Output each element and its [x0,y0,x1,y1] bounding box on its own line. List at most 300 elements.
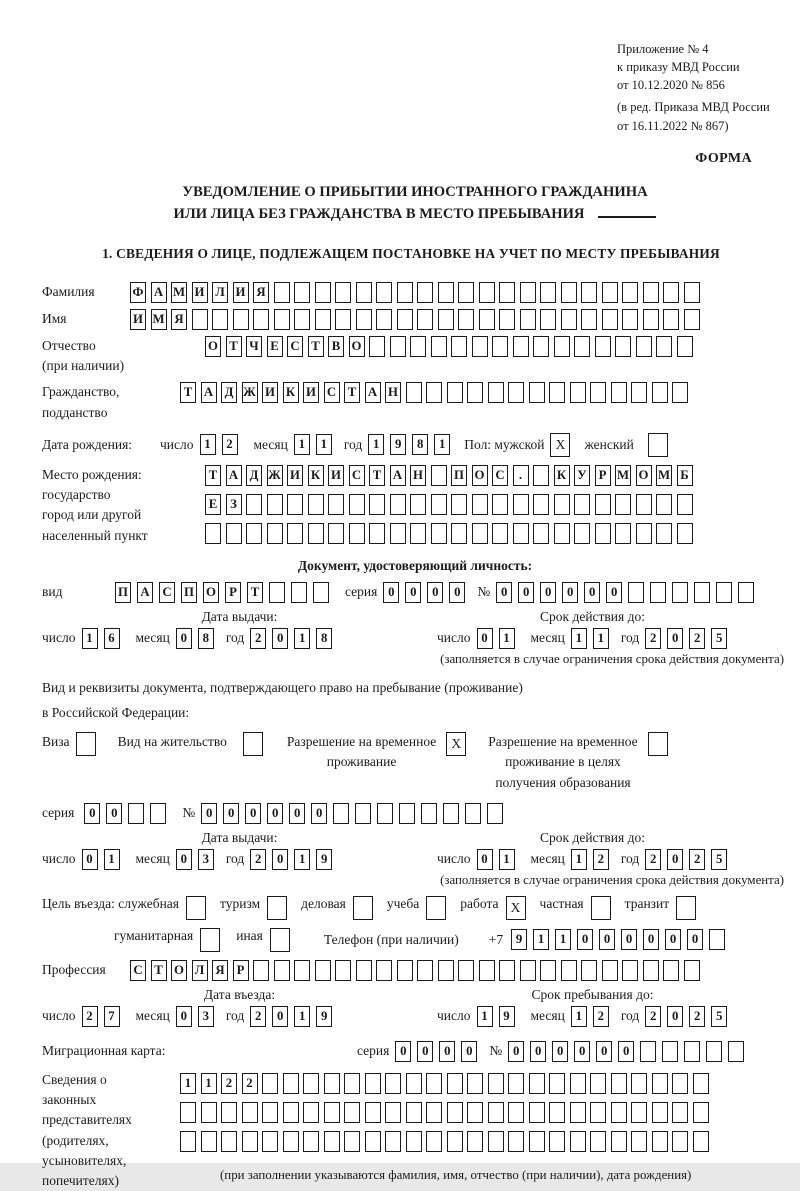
char-cell[interactable]: О [472,465,488,486]
char-cell[interactable]: 1 [571,1006,587,1027]
char-cell[interactable] [488,382,504,403]
char-cell[interactable]: А [201,382,217,403]
char-cell[interactable] [308,523,324,544]
char-cell[interactable] [554,523,570,544]
char-cell[interactable]: 0 [82,849,98,870]
sex-female-checkbox[interactable] [648,433,668,457]
char-cell[interactable] [410,336,426,357]
char-cell[interactable] [631,1131,647,1152]
char-cell[interactable]: К [308,465,324,486]
char-cell[interactable] [472,523,488,544]
char-cell[interactable]: С [492,465,508,486]
rvp-education-checkbox[interactable] [648,732,668,756]
char-cell[interactable] [242,1131,258,1152]
char-cell[interactable]: 1 [499,628,515,649]
char-cell[interactable] [458,309,474,330]
char-cell[interactable]: А [137,582,153,603]
char-cell[interactable]: И [262,382,278,403]
char-cell[interactable] [438,309,454,330]
char-cell[interactable]: 1 [294,628,310,649]
char-cell[interactable]: 1 [368,434,384,455]
char-cell[interactable] [447,1102,463,1123]
char-cell[interactable] [602,960,618,981]
char-cell[interactable]: 0 [477,849,493,870]
char-cell[interactable]: Т [151,960,167,981]
char-cell[interactable] [417,960,433,981]
char-cell[interactable] [406,1102,422,1123]
char-cell[interactable]: 0 [176,628,192,649]
char-cell[interactable]: 5 [711,849,727,870]
char-cell[interactable] [650,582,666,603]
char-cell[interactable] [549,382,565,403]
char-cell[interactable]: Я [253,282,269,303]
char-cell[interactable]: 0 [530,1041,546,1062]
char-cell[interactable] [520,309,536,330]
char-cell[interactable] [595,494,611,515]
char-cell[interactable]: А [365,382,381,403]
char-cell[interactable] [533,494,549,515]
char-cell[interactable]: 9 [390,434,406,455]
char-cell[interactable]: 0 [667,628,683,649]
char-cell[interactable]: З [226,494,242,515]
char-cell[interactable] [467,1102,483,1123]
char-cell[interactable]: 0 [618,1041,634,1062]
char-cell[interactable] [672,1073,688,1094]
char-cell[interactable] [226,523,242,544]
char-cell[interactable] [488,1073,504,1094]
char-cell[interactable] [672,1102,688,1123]
char-cell[interactable]: О [171,960,187,981]
char-cell[interactable]: 0 [176,849,192,870]
char-cell[interactable] [479,282,495,303]
char-cell[interactable]: С [287,336,303,357]
char-cell[interactable]: Ч [246,336,262,357]
char-cell[interactable]: К [554,465,570,486]
char-cell[interactable] [472,494,488,515]
char-cell[interactable] [385,1073,401,1094]
char-cell[interactable] [426,1102,442,1123]
char-cell[interactable] [262,1102,278,1123]
char-cell[interactable] [192,309,208,330]
char-cell[interactable]: С [159,582,175,603]
char-cell[interactable]: В [328,336,344,357]
char-cell[interactable] [355,803,371,824]
char-cell[interactable] [221,1131,237,1152]
char-cell[interactable]: 0 [596,1041,612,1062]
char-cell[interactable]: Т [205,465,221,486]
char-cell[interactable] [447,1131,463,1152]
char-cell[interactable] [443,803,459,824]
char-cell[interactable]: Л [192,960,208,981]
char-cell[interactable] [590,1102,606,1123]
char-cell[interactable] [479,960,495,981]
char-cell[interactable] [262,1131,278,1152]
char-cell[interactable]: 0 [577,929,593,950]
char-cell[interactable] [549,1102,565,1123]
char-cell[interactable] [640,1041,656,1062]
char-cell[interactable]: 9 [316,849,332,870]
char-cell[interactable] [663,960,679,981]
char-cell[interactable]: 2 [242,1073,258,1094]
char-cell[interactable]: 1 [82,628,98,649]
char-cell[interactable]: 0 [667,849,683,870]
char-cell[interactable]: 0 [449,582,465,603]
char-cell[interactable]: 2 [645,628,661,649]
char-cell[interactable] [328,494,344,515]
char-cell[interactable] [656,336,672,357]
char-cell[interactable]: О [636,465,652,486]
char-cell[interactable]: 1 [104,849,120,870]
char-cell[interactable]: П [115,582,131,603]
char-cell[interactable] [253,960,269,981]
char-cell[interactable] [529,1131,545,1152]
char-cell[interactable]: Д [246,465,262,486]
char-cell[interactable] [602,282,618,303]
char-cell[interactable] [246,494,262,515]
char-cell[interactable]: 1 [294,849,310,870]
char-cell[interactable]: 0 [667,1006,683,1027]
char-cell[interactable]: 3 [198,849,214,870]
char-cell[interactable] [221,1102,237,1123]
char-cell[interactable] [426,382,442,403]
char-cell[interactable]: 2 [645,849,661,870]
char-cell[interactable] [656,523,672,544]
char-cell[interactable]: 7 [104,1006,120,1027]
purpose-work-checkbox[interactable]: X [506,896,526,920]
char-cell[interactable] [581,282,597,303]
char-cell[interactable]: 9 [499,1006,515,1027]
char-cell[interactable] [274,309,290,330]
char-cell[interactable]: 1 [180,1073,196,1094]
char-cell[interactable]: 0 [201,803,217,824]
char-cell[interactable] [267,494,283,515]
residence-permit-checkbox[interactable] [243,732,263,756]
char-cell[interactable]: 0 [267,803,283,824]
char-cell[interactable] [294,282,310,303]
char-cell[interactable] [313,582,329,603]
char-cell[interactable] [570,1131,586,1152]
char-cell[interactable] [652,1102,668,1123]
char-cell[interactable] [377,803,393,824]
char-cell[interactable] [328,523,344,544]
char-cell[interactable] [447,382,463,403]
char-cell[interactable] [335,309,351,330]
char-cell[interactable]: 1 [434,434,450,455]
char-cell[interactable] [595,523,611,544]
char-cell[interactable] [662,1041,678,1062]
char-cell[interactable] [590,382,606,403]
char-cell[interactable] [431,465,447,486]
char-cell[interactable] [356,282,372,303]
char-cell[interactable]: 5 [711,1006,727,1027]
char-cell[interactable] [287,494,303,515]
char-cell[interactable]: 0 [84,803,100,824]
char-cell[interactable] [499,309,515,330]
char-cell[interactable] [652,382,668,403]
char-cell[interactable]: С [349,465,365,486]
char-cell[interactable] [205,523,221,544]
char-cell[interactable] [287,523,303,544]
char-cell[interactable] [570,1073,586,1094]
char-cell[interactable]: 1 [316,434,332,455]
char-cell[interactable]: И [192,282,208,303]
char-cell[interactable] [262,1073,278,1094]
char-cell[interactable] [636,494,652,515]
char-cell[interactable] [677,523,693,544]
char-cell[interactable] [554,336,570,357]
char-cell[interactable] [488,1102,504,1123]
char-cell[interactable] [513,523,529,544]
char-cell[interactable]: 2 [593,1006,609,1027]
char-cell[interactable] [451,523,467,544]
char-cell[interactable] [431,494,447,515]
char-cell[interactable]: И [233,282,249,303]
char-cell[interactable] [397,960,413,981]
char-cell[interactable]: 2 [250,628,266,649]
char-cell[interactable] [283,1131,299,1152]
char-cell[interactable] [242,1102,258,1123]
char-cell[interactable]: 2 [593,849,609,870]
char-cell[interactable] [716,582,732,603]
char-cell[interactable]: Ж [267,465,283,486]
purpose-study-checkbox[interactable] [426,896,446,920]
purpose-business-checkbox[interactable] [353,896,373,920]
char-cell[interactable]: М [656,465,672,486]
char-cell[interactable] [376,309,392,330]
char-cell[interactable]: 1 [555,929,571,950]
char-cell[interactable] [274,282,290,303]
char-cell[interactable] [508,1073,524,1094]
char-cell[interactable]: Т [308,336,324,357]
char-cell[interactable]: 0 [439,1041,455,1062]
char-cell[interactable]: Е [205,494,221,515]
char-cell[interactable]: 8 [198,628,214,649]
char-cell[interactable] [652,1131,668,1152]
char-cell[interactable] [406,1073,422,1094]
char-cell[interactable] [399,803,415,824]
char-cell[interactable]: Е [267,336,283,357]
char-cell[interactable] [520,960,536,981]
char-cell[interactable] [728,1041,744,1062]
char-cell[interactable] [656,494,672,515]
char-cell[interactable]: 2 [689,1006,705,1027]
char-cell[interactable] [233,309,249,330]
char-cell[interactable] [467,382,483,403]
char-cell[interactable] [574,336,590,357]
char-cell[interactable] [291,582,307,603]
char-cell[interactable]: 0 [562,582,578,603]
char-cell[interactable] [549,1131,565,1152]
char-cell[interactable] [611,1102,627,1123]
char-cell[interactable] [201,1131,217,1152]
char-cell[interactable]: С [324,382,340,403]
char-cell[interactable]: 2 [250,1006,266,1027]
char-cell[interactable] [684,1041,700,1062]
char-cell[interactable] [508,382,524,403]
char-cell[interactable] [631,382,647,403]
char-cell[interactable] [447,1073,463,1094]
char-cell[interactable] [492,336,508,357]
char-cell[interactable] [315,960,331,981]
char-cell[interactable]: 0 [606,582,622,603]
char-cell[interactable] [636,523,652,544]
char-cell[interactable]: 5 [711,628,727,649]
char-cell[interactable]: Д [221,382,237,403]
char-cell[interactable] [672,1131,688,1152]
char-cell[interactable] [308,494,324,515]
char-cell[interactable]: Н [385,382,401,403]
char-cell[interactable] [693,1131,709,1152]
char-cell[interactable]: 0 [518,582,534,603]
char-cell[interactable]: Ф [130,282,146,303]
char-cell[interactable] [595,336,611,357]
char-cell[interactable]: 0 [496,582,512,603]
char-cell[interactable]: 0 [176,1006,192,1027]
char-cell[interactable] [622,282,638,303]
char-cell[interactable]: И [303,382,319,403]
char-cell[interactable]: 2 [250,849,266,870]
char-cell[interactable]: П [181,582,197,603]
char-cell[interactable] [499,960,515,981]
char-cell[interactable]: 3 [198,1006,214,1027]
char-cell[interactable]: 1 [533,929,549,950]
char-cell[interactable] [150,803,166,824]
char-cell[interactable] [431,523,447,544]
char-cell[interactable]: О [203,582,219,603]
char-cell[interactable] [652,1073,668,1094]
char-cell[interactable] [570,382,586,403]
char-cell[interactable] [438,282,454,303]
char-cell[interactable] [479,309,495,330]
char-cell[interactable]: 8 [412,434,428,455]
char-cell[interactable]: Л [212,282,228,303]
char-cell[interactable]: Т [180,382,196,403]
char-cell[interactable]: Т [226,336,242,357]
char-cell[interactable] [706,1041,722,1062]
char-cell[interactable]: 2 [222,434,238,455]
char-cell[interactable]: 2 [645,1006,661,1027]
char-cell[interactable]: 1 [499,849,515,870]
char-cell[interactable] [467,1073,483,1094]
char-cell[interactable] [349,494,365,515]
char-cell[interactable]: 2 [689,849,705,870]
char-cell[interactable]: 1 [294,434,310,455]
char-cell[interactable] [369,523,385,544]
char-cell[interactable] [554,494,570,515]
purpose-tourism-checkbox[interactable] [267,896,287,920]
char-cell[interactable] [520,282,536,303]
char-cell[interactable] [397,282,413,303]
char-cell[interactable]: 0 [665,929,681,950]
char-cell[interactable] [492,494,508,515]
char-cell[interactable] [472,336,488,357]
char-cell[interactable]: М [171,282,187,303]
char-cell[interactable] [356,960,372,981]
char-cell[interactable]: 0 [599,929,615,950]
char-cell[interactable]: Т [344,382,360,403]
char-cell[interactable] [253,309,269,330]
char-cell[interactable]: М [615,465,631,486]
char-cell[interactable]: 1 [294,1006,310,1027]
char-cell[interactable]: И [287,465,303,486]
char-cell[interactable] [417,282,433,303]
char-cell[interactable] [344,1102,360,1123]
char-cell[interactable]: Т [369,465,385,486]
char-cell[interactable] [421,803,437,824]
char-cell[interactable] [274,960,290,981]
char-cell[interactable] [315,309,331,330]
char-cell[interactable] [615,494,631,515]
char-cell[interactable]: 0 [621,929,637,950]
char-cell[interactable]: 0 [584,582,600,603]
char-cell[interactable]: 0 [311,803,327,824]
char-cell[interactable] [349,523,365,544]
char-cell[interactable] [365,1073,381,1094]
char-cell[interactable] [426,1131,442,1152]
char-cell[interactable] [246,523,262,544]
char-cell[interactable] [283,1102,299,1123]
char-cell[interactable] [492,523,508,544]
char-cell[interactable]: 8 [316,628,332,649]
char-cell[interactable] [269,582,285,603]
char-cell[interactable]: 2 [82,1006,98,1027]
char-cell[interactable] [410,523,426,544]
char-cell[interactable] [631,1102,647,1123]
char-cell[interactable]: Б [677,465,693,486]
char-cell[interactable]: 0 [272,1006,288,1027]
char-cell[interactable] [643,282,659,303]
char-cell[interactable] [267,523,283,544]
char-cell[interactable] [406,1131,422,1152]
char-cell[interactable]: А [390,465,406,486]
char-cell[interactable] [365,1102,381,1123]
char-cell[interactable] [615,336,631,357]
rvp-checkbox[interactable]: X [446,732,466,756]
char-cell[interactable] [344,1073,360,1094]
char-cell[interactable] [574,494,590,515]
sex-male-checkbox[interactable]: X [550,433,570,457]
char-cell[interactable] [693,1102,709,1123]
char-cell[interactable]: И [328,465,344,486]
char-cell[interactable] [324,1131,340,1152]
char-cell[interactable] [451,336,467,357]
char-cell[interactable]: Я [212,960,228,981]
char-cell[interactable]: 0 [289,803,305,824]
char-cell[interactable] [561,282,577,303]
char-cell[interactable]: 9 [316,1006,332,1027]
char-cell[interactable] [201,1102,217,1123]
char-cell[interactable] [324,1073,340,1094]
char-cell[interactable] [738,582,754,603]
char-cell[interactable] [561,960,577,981]
char-cell[interactable] [212,309,228,330]
char-cell[interactable]: Я [171,309,187,330]
char-cell[interactable] [487,803,503,824]
char-cell[interactable] [672,382,688,403]
char-cell[interactable]: О [205,336,221,357]
char-cell[interactable]: Т [247,582,263,603]
char-cell[interactable] [611,1073,627,1094]
char-cell[interactable] [540,309,556,330]
char-cell[interactable] [376,960,392,981]
char-cell[interactable] [356,309,372,330]
char-cell[interactable] [458,960,474,981]
char-cell[interactable] [615,523,631,544]
char-cell[interactable] [333,803,349,824]
char-cell[interactable]: 0 [552,1041,568,1062]
char-cell[interactable]: О [349,336,365,357]
purpose-humanitarian-checkbox[interactable] [200,928,220,952]
